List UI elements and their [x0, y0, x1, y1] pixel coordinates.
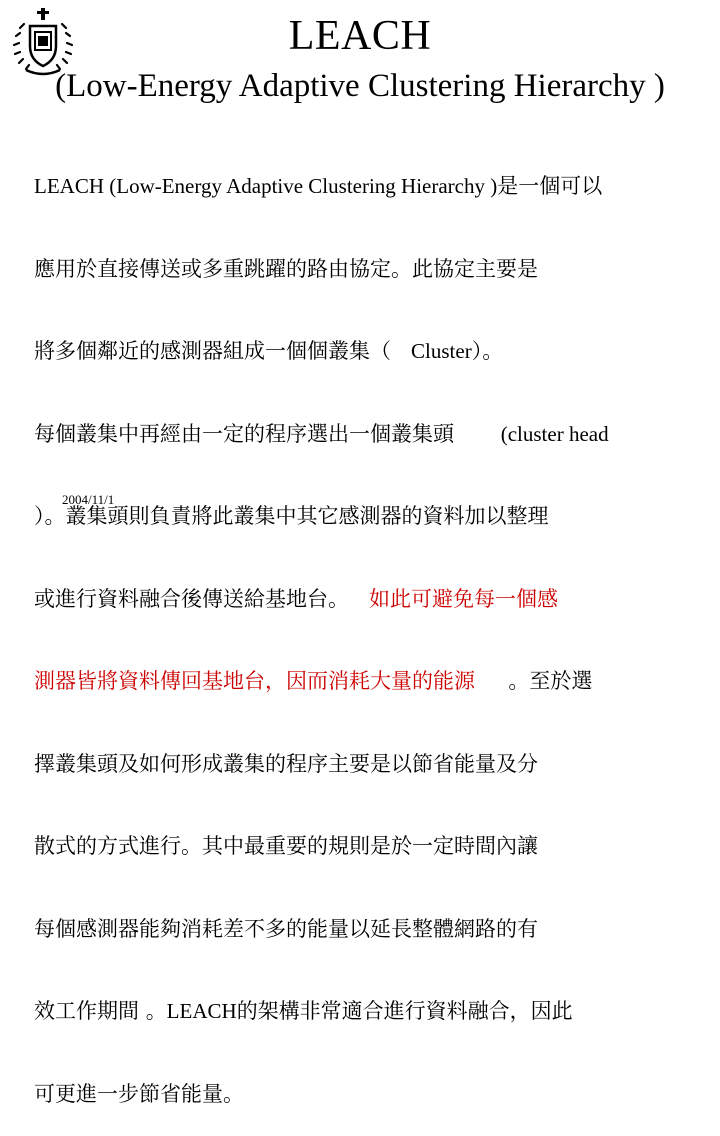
body-line-10: 每個感測器能夠消耗差不多的能量以延長整體網路的有 — [34, 916, 538, 941]
body-line-8: 擇叢集頭及如何形成叢集的程序主要是以節省能量及分 — [34, 751, 538, 776]
body-text: 效工作期間 — [34, 999, 139, 1023]
body-text: (cluster head — [500, 421, 609, 446]
body-line-6 — [34, 586, 694, 614]
body-line-1 — [34, 173, 694, 201]
body-text: 或進行資料融合後傳送給基地台。 — [34, 586, 349, 611]
body-line-3 — [34, 338, 694, 366]
body-text: 將多個鄰近的感測器組成一個個叢集（ — [34, 339, 391, 363]
highlight-text: 測器皆將資料傳回基地台，因而消耗大量的能源 — [34, 669, 475, 693]
slide-date: 2004/11/1 — [62, 492, 115, 507]
body-text: 。LEACH — [145, 999, 237, 1023]
slide-subtitle: (Low-Energy Adaptive Clustering Hierarchy ) — [55, 68, 665, 104]
slide-body — [34, 118, 694, 1136]
body-line-7 — [34, 668, 694, 696]
body-text: LEACH (Low-Energy Adaptive Clustering Hierarchy ) — [34, 174, 498, 198]
body-text: Cluster — [411, 339, 472, 363]
body-line-5: ）。叢集頭則負責將此叢集中其它感測器的資料加以整理 — [34, 504, 549, 528]
body-line-11 — [34, 998, 694, 1026]
body-text: 的架構非常適合進行資料融合，因此 — [236, 999, 573, 1023]
body-text: 每個叢集中再經由一定的程序選出一個叢集頭 — [34, 421, 454, 446]
body-line-9: 散式的方式進行。其中最重要的規則是於一定時間內讓 — [34, 834, 538, 858]
body-text: 是一個可以 — [497, 174, 603, 198]
body-text: 。至於選 — [508, 669, 593, 693]
body-line-12: 可更進一步節省能量。 — [34, 1081, 244, 1106]
body-line-4 — [34, 421, 694, 449]
highlight-text: 如此可避免每一個感 — [369, 586, 559, 611]
slide-title: LEACH — [288, 13, 432, 59]
body-text: ）。 — [471, 339, 504, 363]
body-line-2: 應用於直接傳送或多重跳躍的路由協定。此協定主要是 — [34, 256, 538, 281]
